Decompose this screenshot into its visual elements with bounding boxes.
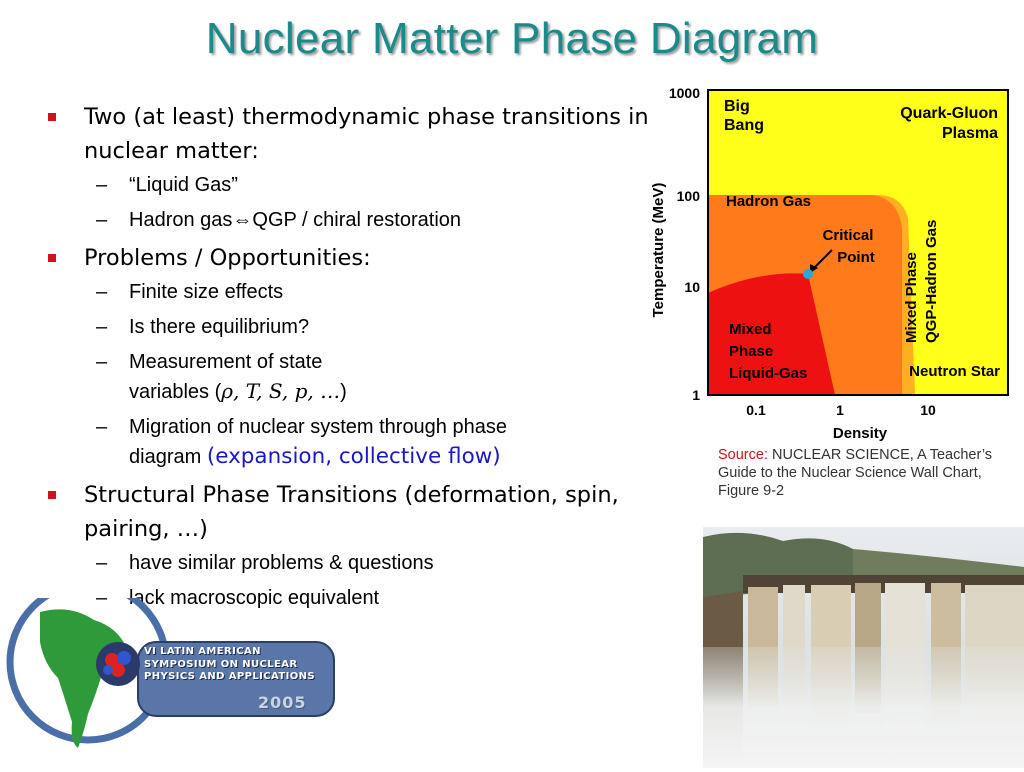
sub-bullet-text: Hadron gas⇔QGP / chiral restoration <box>129 209 462 231</box>
sub-bullet-text: Migration of nuclear system through phase <box>129 416 507 438</box>
sub-bullet-item <box>48 278 663 307</box>
waterfall-photo <box>703 527 1024 768</box>
label-mixed-1: Mixed <box>729 321 772 338</box>
label-mixed-phase: Mixed Phase <box>903 252 920 343</box>
y-tick: 1000 <box>668 85 700 101</box>
phase-diagram-svg <box>640 78 1020 450</box>
label-critical-1: Critical <box>822 227 874 244</box>
logo-line: VI LATIN AMERICAN <box>144 646 261 657</box>
bullet-text: Structural Phase Transitions (deformation, spin, pairing, …) <box>84 482 619 542</box>
bullet-list <box>48 100 663 619</box>
label-bang: Bang <box>724 117 764 134</box>
rho-symbol: ρ <box>221 379 234 403</box>
y-axis-label: Temperature (MeV) <box>650 182 667 318</box>
sub-bullet-item <box>48 313 663 342</box>
variables-list: , T, S, p, … <box>233 379 341 403</box>
sub-bullet-item <box>48 171 663 200</box>
x-tick: 0.1 <box>746 402 766 418</box>
x-axis-label: Density <box>832 425 888 442</box>
sub-bullet-text: ) <box>340 381 347 403</box>
bullet-marker <box>48 113 56 121</box>
y-tick: 100 <box>676 188 700 204</box>
logo-line: PHYSICS AND APPLICATIONS <box>144 671 315 682</box>
sub-bullet-text: have similar problems & questions <box>129 552 434 574</box>
y-tick: 10 <box>684 279 700 295</box>
sub-bullet-text: “Liquid Gas” <box>129 174 238 196</box>
nucleon-icon <box>103 665 113 675</box>
dash-marker: – <box>96 209 108 231</box>
waterfall-image <box>703 527 1024 768</box>
dash-marker: – <box>96 316 108 338</box>
dash-marker: – <box>96 351 108 373</box>
logo-line: SYMPOSIUM ON NUCLEAR <box>144 658 298 670</box>
logo-year: 2005 <box>258 693 307 712</box>
x-tick: 1 <box>836 402 844 418</box>
label-critical-2: Point <box>837 249 875 266</box>
dash-marker: – <box>96 552 108 574</box>
sub-bullet-text: lack macroscopic equivalent <box>129 587 380 609</box>
source-citation <box>718 446 1018 500</box>
label-mixed-2: Phase <box>729 343 774 360</box>
label-mixed-3: Liquid-Gas <box>729 365 808 382</box>
sub-bullet-text: Measurement of state <box>129 351 323 373</box>
dash-marker: – <box>96 281 108 303</box>
bullet-text: Problems / Opportunities: <box>84 245 371 271</box>
bullet-item <box>48 100 663 168</box>
sub-bullet-text: Is there equilibrium? <box>129 316 310 338</box>
label-big: Big <box>724 98 750 115</box>
label-qgp-2: Plasma <box>941 125 998 142</box>
critical-point-marker <box>803 269 813 279</box>
highlight-note: (expansion, collective flow) <box>206 444 501 469</box>
logo-text <box>144 646 315 684</box>
dash-marker: – <box>96 587 108 609</box>
source-text: NUCLEAR SCIENCE, A Teacher’s Guide to the Nuclear Science Wall Chart, <box>718 447 993 481</box>
slide-title: Nuclear Matter Phase Diagram <box>205 14 819 63</box>
y-tick: 1 <box>692 387 700 403</box>
x-tick: 10 <box>920 402 936 418</box>
sub-bullet-item <box>48 206 663 235</box>
nucleon-icon <box>111 663 125 677</box>
source-label: Source: <box>718 447 768 463</box>
label-hadron-gas: Hadron Gas <box>726 193 812 210</box>
dash-marker: – <box>96 416 108 438</box>
nucleon-icon <box>117 651 131 665</box>
source-figure: Figure 9-2 <box>718 483 785 499</box>
dash-marker: – <box>96 174 108 196</box>
bullet-marker <box>48 491 56 499</box>
sub-bullet-item <box>48 413 663 472</box>
bullet-marker <box>48 254 56 262</box>
label-neutron-star: Neutron Star <box>909 363 1000 380</box>
sub-bullet-item <box>48 549 663 578</box>
bullet-item <box>48 241 663 275</box>
phase-diagram <box>640 78 1020 450</box>
bullet-text: Two (at least) thermodynamic phase transitions in nuclear matter: <box>84 104 649 164</box>
sub-bullet-item <box>48 348 663 407</box>
sub-bullet-text: diagram <box>129 446 202 468</box>
sub-bullet-text: Finite size effects <box>129 281 284 303</box>
label-qgp-1: Quark-Gluon <box>900 105 998 122</box>
bullet-item <box>48 478 663 546</box>
label-qgp-hadron: QGP-Hadron Gas <box>923 219 940 343</box>
sub-bullet-text: variables ( <box>129 381 222 403</box>
